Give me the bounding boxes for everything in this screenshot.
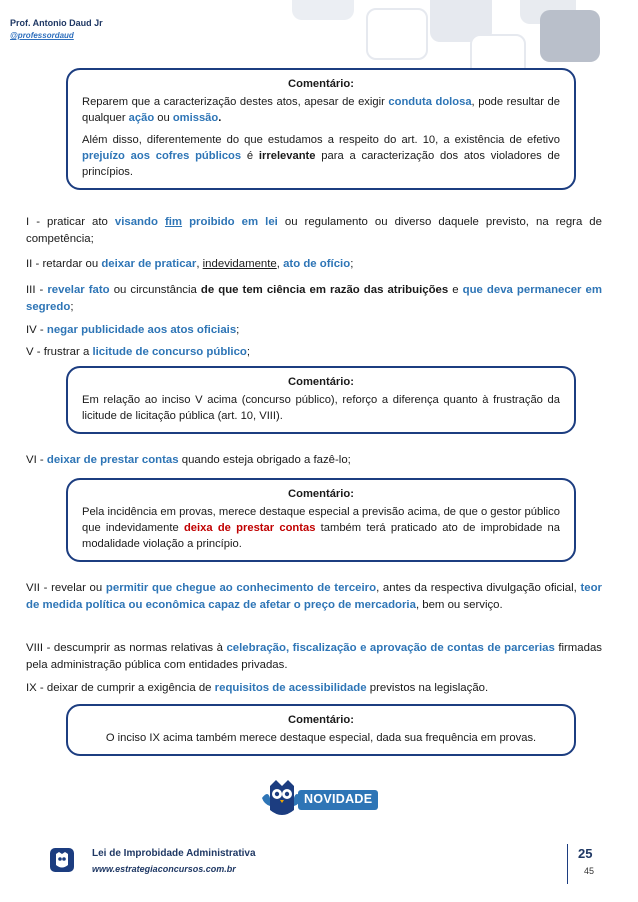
author-name: Prof. Antonio Daud Jr — [10, 18, 103, 28]
comment-title: Comentário: — [288, 488, 354, 500]
comment-title: Comentário: — [288, 714, 354, 726]
comment-box — [66, 704, 576, 756]
comment-paragraph: Reparem que a caracterização destes atos, apesar de exigir conduta dolosa, pode resultar de qualquer ação ou omissão. — [82, 96, 561, 124]
page-number: 25 — [578, 846, 593, 861]
law-item-I: I - praticar ato visando fim proibido em lei ou regulamento ou diverso daquele previsto, na regra de competência; — [26, 216, 602, 245]
comment-paragraph: O inciso IX acima também merece destaque especial, dada sua frequência em provas. — [105, 732, 537, 744]
novidade-badge — [262, 776, 382, 822]
comment-title: Comentário: — [288, 376, 354, 388]
law-item-VII: VII - revelar ou permitir que chegue ao conhecimento de terceiro, antes da respectiva divulgação oficial, teor de medida política ou econômica capaz de afetar o preço de mercadoria, bem ou serviço. — [26, 582, 602, 611]
page-total: 45 — [584, 866, 595, 876]
novidade-label: NOVIDADE — [304, 792, 373, 806]
law-item-V: V - frustrar a licitude de concurso público; — [26, 346, 251, 358]
law-item-VIII: VIII - descumprir as normas relativas à celebração, fiscalização e aprovação de contas de parcerias firmadas pela administração pública com entidades privadas. — [26, 642, 602, 671]
law-item-II: II - retardar ou deixar de praticar, indevidamente, ato de ofício; — [26, 258, 354, 270]
footer-divider — [567, 844, 568, 884]
footer-title: Lei de Improbidade Administrativa — [92, 848, 256, 859]
comment-paragraph: Em relação ao inciso V acima (concurso público), reforço a diferença quanto à frustração da licitude de licitação pública (art. 10, VIII). — [82, 394, 560, 422]
comment-paragraph: Pela incidência em provas, merece destaque especial a previsão acima, de que o gestor público que indevidamente deixa de prestar contas também terá praticado ato de improbidade na modalidade violação a princípio. — [82, 506, 560, 550]
header-decoration — [292, 0, 354, 20]
comment-box — [66, 366, 576, 434]
law-item-IV: IV - negar publicidade aos atos oficiais; — [26, 324, 240, 336]
owl-logo-icon — [50, 848, 74, 872]
comment-box — [66, 68, 576, 190]
comment-box — [66, 478, 576, 562]
author-handle[interactable]: @professordaud — [10, 31, 74, 40]
comment-paragraph: Além disso, diferentemente do que estudamos a respeito do art. 10, a existência de efetivo prejuízo aos cofres públicos é irrelevante para a caracterização dos atos violadores de princípios. — [82, 134, 560, 178]
law-item-VI: VI - deixar de prestar contas quando esteja obrigado a fazê-lo; — [26, 454, 351, 466]
header-decoration — [540, 10, 600, 62]
law-item-III: III - revelar fato ou circunstância de que tem ciência em razão das atribuições e que deva permanecer em segredo; — [26, 284, 602, 313]
footer-url[interactable]: www.estrategiaconcursos.com.br — [92, 864, 236, 874]
law-item-IX: IX - deixar de cumprir a exigência de requisitos de acessibilidade previstos na legislação. — [26, 682, 489, 694]
header-decoration — [366, 8, 428, 60]
comment-title: Comentário: — [288, 78, 354, 90]
